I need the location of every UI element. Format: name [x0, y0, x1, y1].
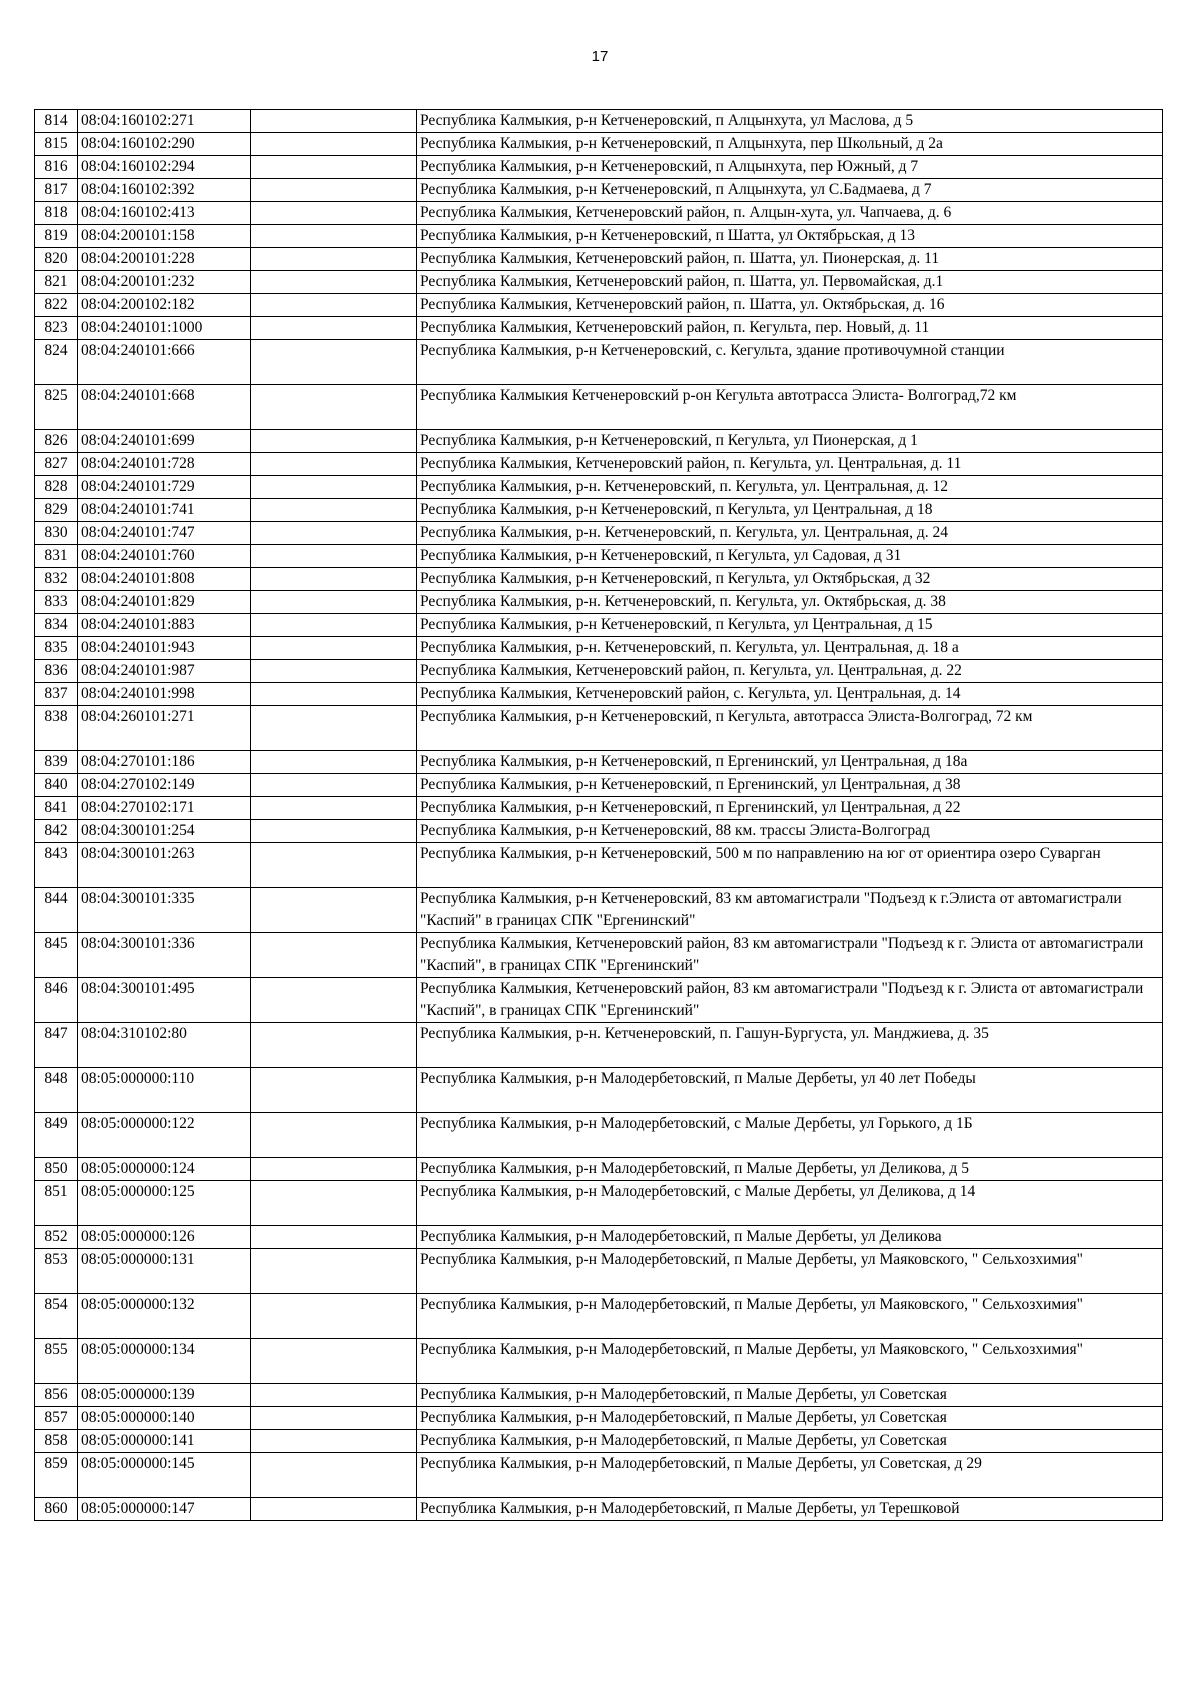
empty-cell: [251, 1430, 417, 1453]
row-number-cell: 818: [35, 202, 78, 225]
address-cell: Республика Калмыкия, Кетченеровский район, п. Кегульта, ул. Центральная, д. 11: [417, 453, 1163, 476]
cadastral-number-cell: 08:04:300101:335: [78, 888, 251, 933]
row-number-cell: 819: [35, 225, 78, 248]
cadastral-number-cell: 08:04:240101:729: [78, 476, 251, 499]
row-number-cell: 826: [35, 430, 78, 453]
table-row: [35, 1113, 1163, 1158]
address-cell: Республика Калмыкия Кетченеровский р-он Кегульта автотрасса Элиста- Волгоград,72 км: [417, 385, 1163, 430]
row-number-cell: 848: [35, 1068, 78, 1113]
property-registry-table: [34, 109, 1163, 1521]
cadastral-number-cell: 08:04:200101:228: [78, 248, 251, 271]
table-row: [35, 568, 1163, 591]
cadastral-number-cell: 08:04:270102:149: [78, 774, 251, 797]
row-number-cell: 837: [35, 683, 78, 706]
empty-cell: [251, 683, 417, 706]
cadastral-number-cell: 08:05:000000:125: [78, 1181, 251, 1226]
address-cell: Республика Калмыкия, р-н Малодербетовский, с Малые Дербеты, ул Деликова, д 14: [417, 1181, 1163, 1226]
row-number-cell: 846: [35, 978, 78, 1023]
table-row: [35, 774, 1163, 797]
row-number-cell: 836: [35, 660, 78, 683]
table-row: [35, 978, 1163, 1023]
cadastral-number-cell: 08:04:300101:495: [78, 978, 251, 1023]
table-row: [35, 1023, 1163, 1068]
table-row: [35, 385, 1163, 430]
row-number-cell: 847: [35, 1023, 78, 1068]
empty-cell: [251, 933, 417, 978]
table-row: [35, 179, 1163, 202]
empty-cell: [251, 430, 417, 453]
row-number-cell: 844: [35, 888, 78, 933]
empty-cell: [251, 1068, 417, 1113]
address-cell: Республика Калмыкия, р-н Кетченеровский, п Кегульта, ул Центральная, д 18: [417, 499, 1163, 522]
empty-cell: [251, 1181, 417, 1226]
address-cell: Республика Калмыкия, р-н Кетченеровский, 88 км. трассы Элиста-Волгоград: [417, 820, 1163, 843]
address-cell: Республика Калмыкия, р-н Кетченеровский, п Ергенинский, ул Центральная, д 18а: [417, 751, 1163, 774]
row-number-cell: 827: [35, 453, 78, 476]
empty-cell: [251, 1407, 417, 1430]
cadastral-number-cell: 08:04:240101:1000: [78, 317, 251, 340]
cadastral-number-cell: 08:04:310102:80: [78, 1023, 251, 1068]
registry-body: [35, 110, 1163, 1521]
cadastral-number-cell: 08:05:000000:140: [78, 1407, 251, 1430]
empty-cell: [251, 978, 417, 1023]
row-number-cell: 830: [35, 522, 78, 545]
row-number-cell: 822: [35, 294, 78, 317]
row-number-cell: 853: [35, 1249, 78, 1294]
address-cell: Республика Калмыкия, р-н. Кетченеровский, п. Кегульта, ул. Центральная, д. 24: [417, 522, 1163, 545]
page-number: 17: [591, 48, 609, 65]
row-number-cell: 849: [35, 1113, 78, 1158]
cadastral-number-cell: 08:04:160102:271: [78, 110, 251, 133]
table-row: [35, 225, 1163, 248]
table-row: [35, 156, 1163, 179]
row-number-cell: 814: [35, 110, 78, 133]
table-row: [35, 614, 1163, 637]
empty-cell: [251, 843, 417, 888]
cadastral-number-cell: 08:05:000000:141: [78, 1430, 251, 1453]
table-row: [35, 202, 1163, 225]
row-number-cell: 815: [35, 133, 78, 156]
address-cell: Республика Калмыкия, Кетченеровский район, п. Кегульта, пер. Новый, д. 11: [417, 317, 1163, 340]
address-cell: Республика Калмыкия, р-н Кетченеровский, п Кегульта, ул Садовая, д 31: [417, 545, 1163, 568]
row-number-cell: 857: [35, 1407, 78, 1430]
address-cell: Республика Калмыкия, р-н Кетченеровский, п Ергенинский, ул Центральная, д 22: [417, 797, 1163, 820]
cadastral-number-cell: 08:04:270101:186: [78, 751, 251, 774]
cadastral-number-cell: 08:04:270102:171: [78, 797, 251, 820]
cadastral-number-cell: 08:05:000000:145: [78, 1453, 251, 1498]
address-cell: Республика Калмыкия, р-н Малодербетовский, п Малые Дербеты, ул Маяковского, " Сельхозхимия": [417, 1294, 1163, 1339]
row-number-cell: 833: [35, 591, 78, 614]
table-row: [35, 499, 1163, 522]
address-cell: Республика Калмыкия, р-н Кетченеровский, п Алцынхута, пер Южный, д 7: [417, 156, 1163, 179]
row-number-cell: 835: [35, 637, 78, 660]
address-cell: Республика Калмыкия, р-н Кетченеровский, п Шатта, ул Октябрьская, д 13: [417, 225, 1163, 248]
cadastral-number-cell: 08:04:240101:883: [78, 614, 251, 637]
empty-cell: [251, 820, 417, 843]
empty-cell: [251, 340, 417, 385]
empty-cell: [251, 156, 417, 179]
cadastral-number-cell: 08:04:240101:987: [78, 660, 251, 683]
address-cell: Республика Калмыкия, р-н Малодербетовский, с Малые Дербеты, ул Горького, д 1Б: [417, 1113, 1163, 1158]
row-number-cell: 829: [35, 499, 78, 522]
address-cell: Республика Калмыкия, р-н Малодербетовский, п Малые Дербеты, ул 40 лет Победы: [417, 1068, 1163, 1113]
table-row: [35, 1339, 1163, 1384]
cadastral-number-cell: 08:04:160102:294: [78, 156, 251, 179]
empty-cell: [251, 294, 417, 317]
cadastral-number-cell: 08:04:240101:943: [78, 637, 251, 660]
cadastral-number-cell: 08:05:000000:147: [78, 1498, 251, 1521]
table-row: [35, 133, 1163, 156]
table-row: [35, 294, 1163, 317]
address-cell: Республика Калмыкия, р-н Малодербетовский, п Малые Дербеты, ул Советская: [417, 1430, 1163, 1453]
address-cell: Республика Калмыкия, р-н Малодербетовский, п Малые Дербеты, ул Маяковского, " Сельхозхимия": [417, 1249, 1163, 1294]
cadastral-number-cell: 08:05:000000:122: [78, 1113, 251, 1158]
cadastral-number-cell: 08:04:240101:747: [78, 522, 251, 545]
row-number-cell: 845: [35, 933, 78, 978]
table-row: [35, 1453, 1163, 1498]
table-row: [35, 317, 1163, 340]
table-row: [35, 1294, 1163, 1339]
table-row: [35, 1407, 1163, 1430]
cadastral-number-cell: 08:04:260101:271: [78, 706, 251, 751]
empty-cell: [251, 797, 417, 820]
cadastral-number-cell: 08:04:240101:829: [78, 591, 251, 614]
cadastral-number-cell: 08:05:000000:132: [78, 1294, 251, 1339]
cadastral-number-cell: 08:05:000000:134: [78, 1339, 251, 1384]
address-cell: Республика Калмыкия, р-н. Кетченеровский, п. Кегульта, ул. Октябрьская, д. 38: [417, 591, 1163, 614]
row-number-cell: 838: [35, 706, 78, 751]
empty-cell: [251, 1339, 417, 1384]
empty-cell: [251, 499, 417, 522]
address-cell: Республика Калмыкия, р-н Малодербетовский, п Малые Дербеты, ул Советская: [417, 1384, 1163, 1407]
cadastral-number-cell: 08:04:240101:668: [78, 385, 251, 430]
row-number-cell: 852: [35, 1226, 78, 1249]
row-number-cell: 823: [35, 317, 78, 340]
empty-cell: [251, 476, 417, 499]
cadastral-number-cell: 08:05:000000:139: [78, 1384, 251, 1407]
row-number-cell: 820: [35, 248, 78, 271]
address-cell: Республика Калмыкия, Кетченеровский район, 83 км автомагистрали "Подъезд к г. Элиста от автомагистрали "Каспий", в границах СПК "Ергенинский": [417, 933, 1163, 978]
cadastral-number-cell: 08:04:240101:760: [78, 545, 251, 568]
table-row: [35, 545, 1163, 568]
address-cell: Республика Калмыкия, Кетченеровский район, п. Шатта, ул. Первомайская, д.1: [417, 271, 1163, 294]
empty-cell: [251, 453, 417, 476]
table-row: [35, 843, 1163, 888]
empty-cell: [251, 614, 417, 637]
empty-cell: [251, 706, 417, 751]
row-number-cell: 832: [35, 568, 78, 591]
address-cell: Республика Калмыкия, р-н Кетченеровский, п Алцынхута, ул Маслова, д 5: [417, 110, 1163, 133]
empty-cell: [251, 225, 417, 248]
address-cell: Республика Калмыкия, р-н Малодербетовский, п Малые Дербеты, ул Деликова, д 5: [417, 1158, 1163, 1181]
table-row: [35, 476, 1163, 499]
empty-cell: [251, 133, 417, 156]
row-number-cell: 851: [35, 1181, 78, 1226]
empty-cell: [251, 317, 417, 340]
empty-cell: [251, 1294, 417, 1339]
empty-cell: [251, 751, 417, 774]
table-row: [35, 110, 1163, 133]
empty-cell: [251, 1226, 417, 1249]
address-cell: Республика Калмыкия, р-н Малодербетовский, п Малые Дербеты, ул Маяковского, " Сельхозхимия": [417, 1339, 1163, 1384]
empty-cell: [251, 1023, 417, 1068]
empty-cell: [251, 1158, 417, 1181]
empty-cell: [251, 1453, 417, 1498]
address-cell: Республика Калмыкия, р-н Кетченеровский, с. Кегульта, здание противочумной станции: [417, 340, 1163, 385]
cadastral-number-cell: 08:04:160102:413: [78, 202, 251, 225]
cadastral-number-cell: 08:05:000000:124: [78, 1158, 251, 1181]
address-cell: Республика Калмыкия, р-н Малодербетовский, п Малые Дербеты, ул Советская: [417, 1407, 1163, 1430]
table-row: [35, 1226, 1163, 1249]
address-cell: Республика Калмыкия, р-н Кетченеровский, п Кегульта, ул Октябрьская, д 32: [417, 568, 1163, 591]
table-row: [35, 248, 1163, 271]
address-cell: Республика Калмыкия, р-н Малодербетовский, п Малые Дербеты, ул Деликова: [417, 1226, 1163, 1249]
row-number-cell: 824: [35, 340, 78, 385]
cadastral-number-cell: 08:04:160102:290: [78, 133, 251, 156]
address-cell: Республика Калмыкия, р-н Кетченеровский, п Кегульта, ул Центральная, д 15: [417, 614, 1163, 637]
table-row: [35, 820, 1163, 843]
empty-cell: [251, 271, 417, 294]
empty-cell: [251, 591, 417, 614]
row-number-cell: 854: [35, 1294, 78, 1339]
row-number-cell: 855: [35, 1339, 78, 1384]
empty-cell: [251, 522, 417, 545]
table-row: [35, 797, 1163, 820]
address-cell: Республика Калмыкия, Кетченеровский район, с. Кегульта, ул. Центральная, д. 14: [417, 683, 1163, 706]
empty-cell: [251, 660, 417, 683]
table-row: [35, 1158, 1163, 1181]
address-cell: Республика Калмыкия, р-н Кетченеровский, п Алцынхута, ул С.Бадмаева, д 7: [417, 179, 1163, 202]
cadastral-number-cell: 08:04:200101:158: [78, 225, 251, 248]
table-row: [35, 637, 1163, 660]
row-number-cell: 817: [35, 179, 78, 202]
cadastral-number-cell: 08:04:240101:699: [78, 430, 251, 453]
table-row: [35, 1181, 1163, 1226]
empty-cell: [251, 1498, 417, 1521]
empty-cell: [251, 774, 417, 797]
cadastral-number-cell: 08:05:000000:110: [78, 1068, 251, 1113]
table-row: [35, 933, 1163, 978]
cadastral-number-cell: 08:04:300101:263: [78, 843, 251, 888]
row-number-cell: 834: [35, 614, 78, 637]
address-cell: Республика Калмыкия, Кетченеровский район, п. Кегульта, ул. Центральная, д. 22: [417, 660, 1163, 683]
table-row: [35, 1249, 1163, 1294]
address-cell: Республика Калмыкия, р-н. Кетченеровский, п. Кегульта, ул. Центральная, д. 18 а: [417, 637, 1163, 660]
table-row: [35, 1430, 1163, 1453]
table-row: [35, 751, 1163, 774]
row-number-cell: 858: [35, 1430, 78, 1453]
table-row: [35, 453, 1163, 476]
cadastral-number-cell: 08:04:240101:808: [78, 568, 251, 591]
table-row: [35, 1498, 1163, 1521]
empty-cell: [251, 1249, 417, 1294]
cadastral-number-cell: 08:05:000000:131: [78, 1249, 251, 1294]
row-number-cell: 821: [35, 271, 78, 294]
table-row: [35, 1384, 1163, 1407]
row-number-cell: 856: [35, 1384, 78, 1407]
address-cell: Республика Калмыкия, Кетченеровский район, п. Алцын-хута, ул. Чапчаева, д. 6: [417, 202, 1163, 225]
row-number-cell: 839: [35, 751, 78, 774]
cadastral-number-cell: 08:04:300101:254: [78, 820, 251, 843]
empty-cell: [251, 1113, 417, 1158]
table-row: [35, 706, 1163, 751]
cadastral-number-cell: 08:04:160102:392: [78, 179, 251, 202]
empty-cell: [251, 545, 417, 568]
cadastral-number-cell: 08:05:000000:126: [78, 1226, 251, 1249]
row-number-cell: 843: [35, 843, 78, 888]
row-number-cell: 842: [35, 820, 78, 843]
empty-cell: [251, 568, 417, 591]
cadastral-number-cell: 08:04:200101:232: [78, 271, 251, 294]
address-cell: Республика Калмыкия, р-н Кетченеровский, 500 м по направлению на юг от ориентира озеро Суварган: [417, 843, 1163, 888]
row-number-cell: 840: [35, 774, 78, 797]
empty-cell: [251, 888, 417, 933]
table-row: [35, 683, 1163, 706]
row-number-cell: 825: [35, 385, 78, 430]
row-number-cell: 828: [35, 476, 78, 499]
table-row: [35, 1068, 1163, 1113]
row-number-cell: 859: [35, 1453, 78, 1498]
address-cell: Республика Калмыкия, р-н Кетченеровский, п Кегульта, автотрасса Элиста-Волгоград, 72 км: [417, 706, 1163, 751]
address-cell: Республика Калмыкия, р-н Малодербетовский, п Малые Дербеты, ул Советская, д 29: [417, 1453, 1163, 1498]
row-number-cell: 850: [35, 1158, 78, 1181]
address-cell: Республика Калмыкия, Кетченеровский район, п. Шатта, ул. Октябрьская, д. 16: [417, 294, 1163, 317]
cadastral-number-cell: 08:04:300101:336: [78, 933, 251, 978]
empty-cell: [251, 179, 417, 202]
cadastral-number-cell: 08:04:200102:182: [78, 294, 251, 317]
empty-cell: [251, 385, 417, 430]
cadastral-number-cell: 08:04:240101:998: [78, 683, 251, 706]
cadastral-number-cell: 08:04:240101:728: [78, 453, 251, 476]
row-number-cell: 831: [35, 545, 78, 568]
address-cell: Республика Калмыкия, р-н Кетченеровский, п Кегульта, ул Пионерская, д 1: [417, 430, 1163, 453]
table-row: [35, 888, 1163, 933]
table-row: [35, 430, 1163, 453]
empty-cell: [251, 637, 417, 660]
address-cell: Республика Калмыкия, Кетченеровский район, 83 км автомагистрали "Подъезд к г. Элиста от автомагистрали "Каспий", в границах СПК "Ергенинский": [417, 978, 1163, 1023]
table-row: [35, 522, 1163, 545]
table-row: [35, 271, 1163, 294]
table-row: [35, 591, 1163, 614]
table-row: [35, 660, 1163, 683]
empty-cell: [251, 110, 417, 133]
address-cell: Республика Калмыкия, р-н Кетченеровский, 83 км автомагистрали "Подъезд к г.Элиста от автомагистрали "Каспий" в границах СПК "Ергенинский": [417, 888, 1163, 933]
row-number-cell: 816: [35, 156, 78, 179]
address-cell: Республика Калмыкия, р-н Кетченеровский, п Алцынхута, пер Школьный, д 2а: [417, 133, 1163, 156]
empty-cell: [251, 1384, 417, 1407]
cadastral-number-cell: 08:04:240101:741: [78, 499, 251, 522]
address-cell: Республика Калмыкия, р-н. Кетченеровский, п. Гашун-Бургуста, ул. Манджиева, д. 35: [417, 1023, 1163, 1068]
row-number-cell: 841: [35, 797, 78, 820]
address-cell: Республика Калмыкия, Кетченеровский район, п. Шатта, ул. Пионерская, д. 11: [417, 248, 1163, 271]
address-cell: Республика Калмыкия, р-н Малодербетовский, п Малые Дербеты, ул Терешковой: [417, 1498, 1163, 1521]
table-row: [35, 340, 1163, 385]
row-number-cell: 860: [35, 1498, 78, 1521]
address-cell: Республика Калмыкия, р-н. Кетченеровский, п. Кегульта, ул. Центральная, д. 12: [417, 476, 1163, 499]
empty-cell: [251, 248, 417, 271]
address-cell: Республика Калмыкия, р-н Кетченеровский, п Ергенинский, ул Центральная, д 38: [417, 774, 1163, 797]
cadastral-number-cell: 08:04:240101:666: [78, 340, 251, 385]
empty-cell: [251, 202, 417, 225]
